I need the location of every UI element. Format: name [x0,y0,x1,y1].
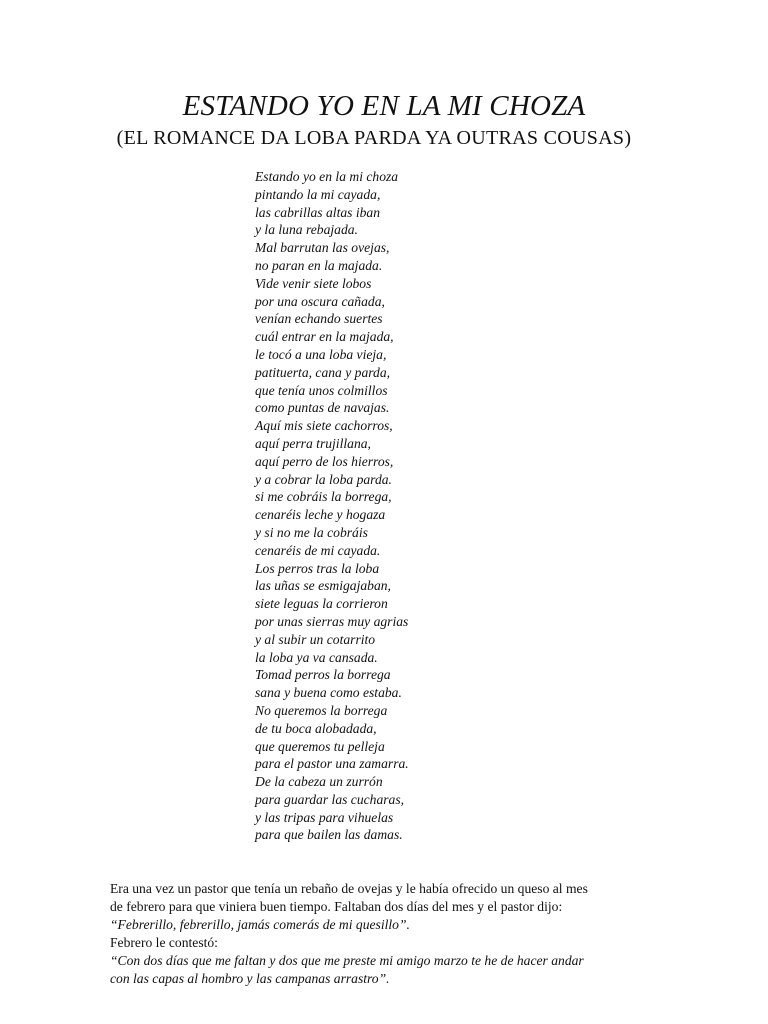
poem-line: cenaréis de mi cayada. [255,542,381,558]
poem-line: para guardar las cucharas, [255,791,405,807]
poem-line: cenaréis leche y hogaza [255,507,386,523]
poem-line: Mal barrutan las ovejas, [255,240,390,256]
poem-line: Estando yo en la mi choza [255,169,399,184]
poem-line: cuál entrar en la majada, [255,329,394,345]
poem-line: las cabrillas altas iban [255,204,380,220]
poem-line: Tomad perros la borrega [255,667,391,683]
poem-line: y si no me la cobráis [255,524,368,540]
poem-line: las uñas se esmigajaban, [255,578,391,594]
poem-line: No queremos la borrega [255,702,388,718]
prose-line: Era una vez un pastor que tenía un rebaño de ovejas y le había ofrecido un queso al mes [110,881,588,896]
poem-line: la loba ya va cansada. [255,649,378,665]
poem-line: venían echando suertes [255,311,383,327]
poem-line: que tenía unos colmillos [255,382,388,398]
poem-line: y a cobrar la loba parda. [255,471,392,487]
poem-line: por una oscura cañada, [255,293,385,309]
poem-line: Vide venir siete lobos [255,275,372,291]
poem-line: para que bailen las damas. [255,827,403,843]
poem-line: para el pastor una zamarra. [255,756,409,772]
prose-line: Febrero le contestó: [110,935,218,950]
document-title: ESTANDO YO EN LA MI CHOZA [182,90,586,122]
poem-line: y al subir un cotarrito [255,631,376,647]
prose-quote-line: “Con dos días que me faltan y dos que me preste mi amigo marzo te he de hacer andar [110,953,584,968]
poem-line: por unas sierras muy agrias [255,613,409,629]
poem-line: sana y buena como estaba. [255,685,402,701]
poem-line: De la cabeza un zurrón [255,774,383,790]
prose-block [110,880,670,988]
poem-line: de tu boca alobadada, [255,720,377,736]
poem-block [255,168,409,844]
poem-line: no paran en la majada. [255,257,383,273]
prose-quote-line: con las capas al hombro y las campanas arrastro”. [110,971,390,986]
poem-line: pintando la mi cayada, [255,186,381,202]
prose-quote-line: “Febrerillo, febrerillo, jamás comerás de mi quesillo”. [110,917,410,932]
poem-line: y la luna rebajada. [255,222,358,238]
poem-line: que queremos tu pelleja [255,738,385,754]
prose-line: de febrero para que viniera buen tiempo. Faltaban dos días del mes y el pastor dijo: [110,899,563,914]
poem-line: siete leguas la corrieron [255,596,388,612]
poem-line: aquí perra trujillana, [255,435,371,451]
poem-line: patituerta, cana y parda, [255,364,391,380]
poem-line: Aquí mis siete cachorros, [255,418,393,434]
poem-line: como puntas de navajas. [255,400,390,416]
poem-line: le tocó a una loba vieja, [255,346,387,362]
poem-line: si me cobráis la borrega, [255,489,392,505]
poem-line: aquí perro de los hierros, [255,453,394,469]
document-subtitle: (EL ROMANCE DA LOBA PARDA YA OUTRAS COUSAS) [116,127,632,149]
poem-line: Los perros tras la loba [255,560,380,576]
poem-line: y las tripas para vihuelas [255,809,394,825]
